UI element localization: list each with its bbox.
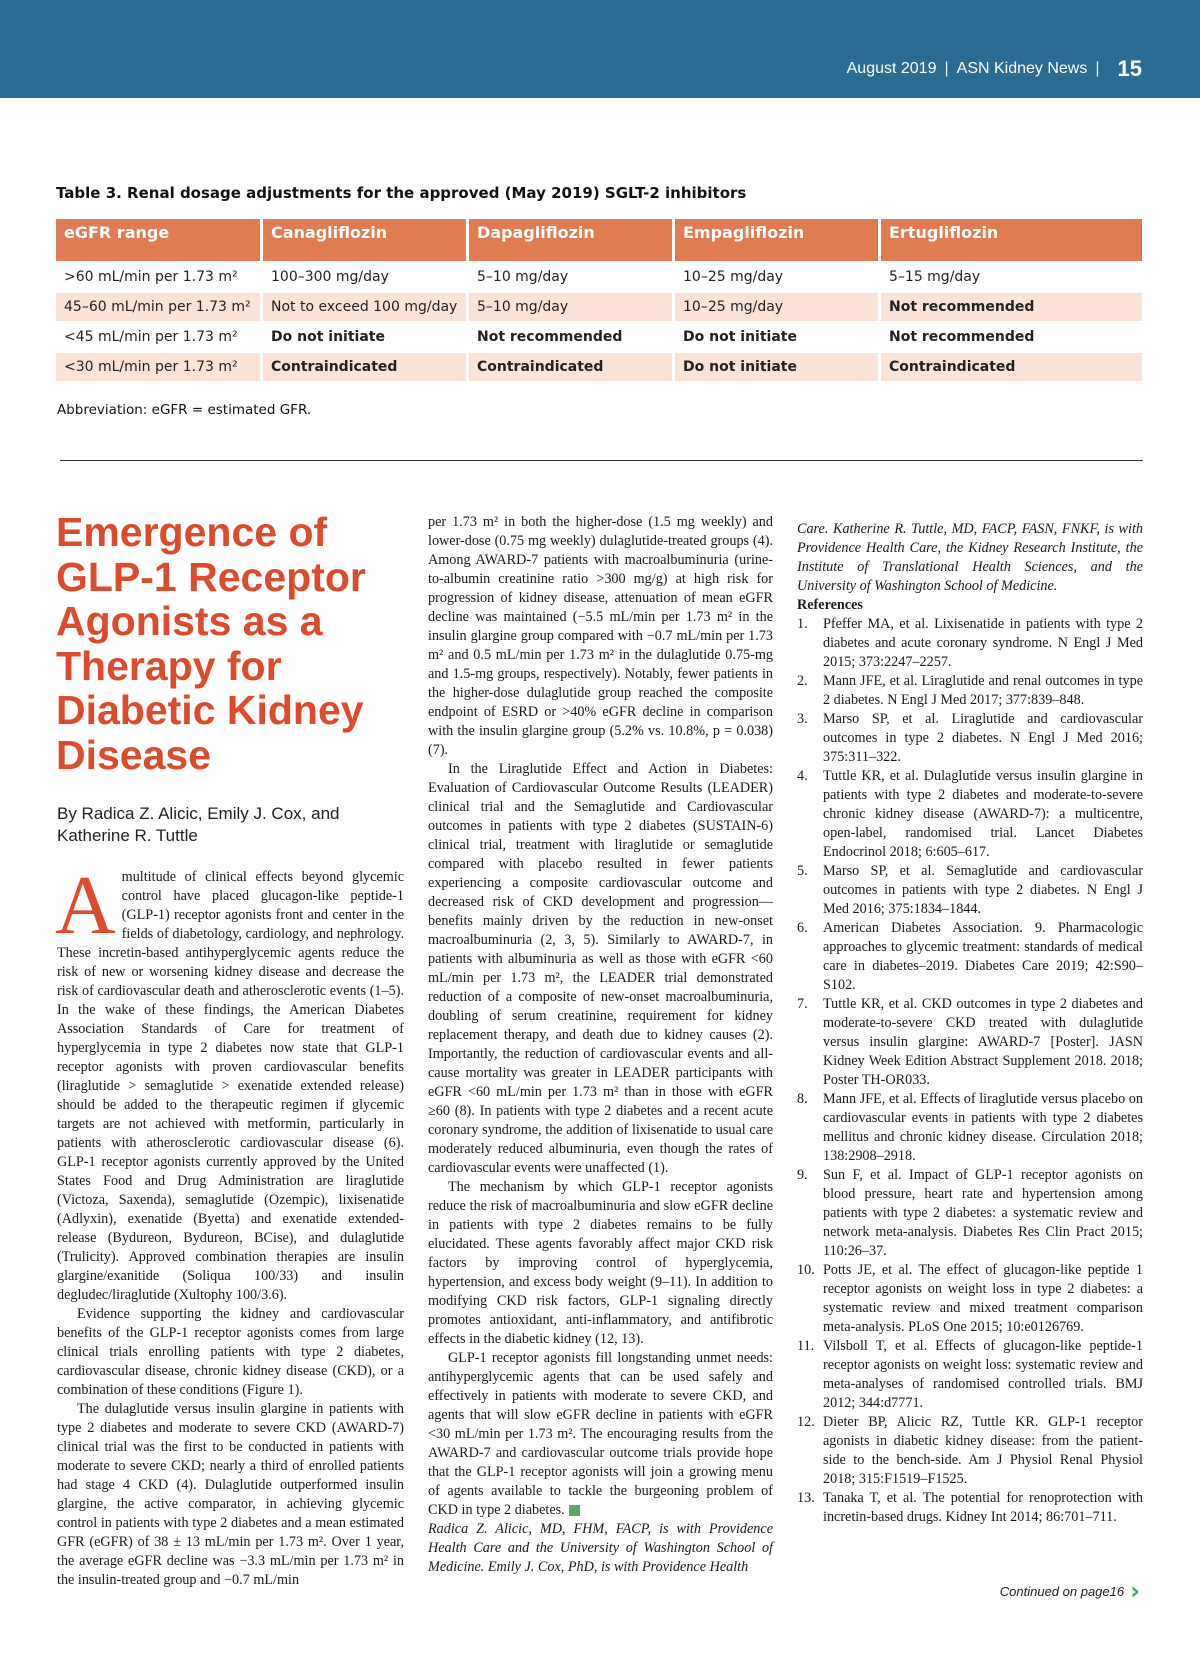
table-cell: 5–10 mg/day: [469, 261, 675, 291]
reference-item: [797, 919, 1143, 995]
reference-number: 11.: [797, 1338, 815, 1354]
reference-item: [797, 862, 1143, 919]
article-column-3: [797, 520, 1143, 1527]
reference-number: 2.: [797, 673, 808, 689]
table-cell: 10–25 mg/day: [675, 291, 881, 321]
reference-item: [797, 995, 1143, 1090]
reference-text: Marso SP, et al. Liraglutide and cardiovascular outcomes in type 2 diabetes. N Engl J Med 2016; 375:311–322.: [823, 711, 1143, 765]
reference-item: [797, 1413, 1143, 1489]
table-cell: Not recommended: [881, 291, 1142, 321]
reference-item: [797, 1337, 1143, 1413]
column-header: Empagliflozin: [675, 219, 881, 261]
table-cell: 5–10 mg/day: [469, 291, 675, 321]
reference-text: Mann JFE, et al. Effects of liraglutide versus placebo on cardiovascular events in patients with type 2 diabetes mellitus and chronic kidney disease. Circulation 2018; 138:2908–2918.: [823, 1091, 1143, 1164]
header-separator: |: [944, 60, 949, 77]
table-cell: >60 mL/min per 1.73 m²: [56, 261, 263, 291]
table-cell: Contraindicated: [469, 351, 675, 381]
reference-text: Pfeffer MA, et al. Lixisenatide in patients with type 2 diabetes and acute coronary syndrome. N Engl J Med 2015; 373:2247–2257.: [823, 616, 1143, 670]
body-paragraph: The dulaglutide versus insulin glargine in patients with type 2 diabetes and moderate to severe CKD (AWARD-7) clinical trial was the first to be conducted in patients with moderate to severe CKD; nearly a third of enrolled patients had stage 4 CKD (4). Dulaglutide outperformed insulin glargine, the active comparator, in achieving glycemic control in patients with type 2 diabetes and a mean estimated GFR (eGFR) of 38 ± 13 mL/min per 1.73 m². Over 1 year, the average eGFR decline was −3.3 mL/min per 1.73 m² in the insulin-treated group and −0.7 mL/min: [57, 1401, 404, 1588]
column-header: Ertugliflozin: [881, 219, 1142, 261]
page-header-bar: [0, 0, 1200, 98]
reference-number: 9.: [797, 1167, 808, 1183]
article-column-1: [55, 859, 404, 1590]
table-cell: 45–60 mL/min per 1.73 m²: [56, 291, 263, 321]
reference-number: 12.: [797, 1414, 815, 1430]
author-affiliation-continued: Care. Katherine R. Tuttle, MD, FACP, FASN, FNKF, is with Providence Health Care, the Kidney Research Institute, the Institute of Translational Health Sciences, and the University of Washington School of Medicine.: [797, 521, 1143, 594]
reference-item: [797, 672, 1143, 710]
reference-list: [797, 615, 1143, 1527]
reference-text: Tanaka T, et al. The potential for renoprotection with incretin-based drugs. Kidney Int 2014; 86:701–711.: [823, 1490, 1143, 1525]
reference-text: Marso SP, et al. Semaglutide and cardiovascular outcomes in patients with type 2 diabetes. N Engl J Med 2016; 375:1834–1844.: [823, 863, 1143, 917]
publication-name: ASN Kidney News: [956, 60, 1088, 77]
continued-link[interactable]: [1000, 1577, 1140, 1605]
reference-number: 13.: [797, 1490, 815, 1506]
reference-number: 3.: [797, 711, 808, 727]
body-paragraph: The mechanism by which GLP-1 receptor agonists reduce the risk of macroalbuminuria and slow eGFR decline in patients with type 2 diabetes remains to be fully elucidated. These agents favorably affect major CKD risk factors by improving control of hyperglycemia, hypertension, and excess body weight (9–11). In addition to modifying CKD risk factors, GLP-1 signaling directly promotes antioxidant, anti-inflammatory, and antifibrotic effects in the diabetic kidney (12, 13).: [428, 1179, 773, 1347]
table-header-row: [56, 219, 1142, 261]
reference-text: Sun F, et al. Impact of GLP-1 receptor agonists on blood pressure, heart rate and hypertension among patients with type 2 diabetes: a systematic review and network meta-analysis. Diabetes Res Clin Pract 2015; 110:26–37.: [823, 1167, 1143, 1259]
column-header: Dapagliflozin: [469, 219, 675, 261]
body-paragraph: per 1.73 m² in both the higher-dose (1.5 mg weekly) and lower-dose (0.75 mg weekly) dulaglutide-treated groups (4). Among AWARD-7 patients with macroalbuminuria (urine-to-albumin creatinine ratio >300 mg/g) at high risk for progression of kidney disease, attenuation of mean eGFR decline was maintained (−5.5 mL/min per 1.73 m² in the insulin glargine group compared with −0.7 mL/min per 1.73 m² and 0.5 mL/min per 1.73 m² in the dulaglutide 0.75-mg and 1.5-mg groups, respectively). Notably, fewer patients in the higher-dose dulaglutide group reached the composite endpoint of ESRD or >40% eGFR decline in comparison with the insulin glargine group (5.2% vs. 10.8%, p = 0.038) (7).: [428, 514, 773, 758]
author-affiliation: Radica Z. Alicic, MD, FHM, FACP, is with Providence Health Care and the University of Washington School of Medicine. Emily J. Cox, PhD, is with Providence Health: [428, 1521, 773, 1575]
reference-item: [797, 767, 1143, 862]
reference-number: 1.: [797, 616, 808, 632]
reference-item: [797, 1166, 1143, 1261]
table-cell: Not recommended: [881, 321, 1142, 351]
body-paragraph: In the Liraglutide Effect and Action in Diabetes: Evaluation of Cardiovascular Outcome Results (LEADER) clinical trial and the Semaglutide and Cardiovascular outcomes in patients with type 2 diabetes (SUSTAIN-6) clinical trial, treatment with liraglutide or semaglutide compared with placebo resulted in fewer patients experiencing a composite cardiovascular outcome and decreased risk of CKD development and progression—benefits mainly driven by the reduction in new-onset macroalbuminuria (2, 3, 5). Similarly to AWARD-7, in patients with albuminuria as well as those with eGFR <60 mL/min per 1.73 m², the LEADER trial demonstrated reduction of a composite of new-onset macroalbuminuria, doubling of serum creatinine, requirement for kidney replacement therapy, and death due to kidney causes (2). Importantly, the reduction of cardiovascular events and all-cause mortality was greater in LEADER participants with eGFR <60 mL/min per 1.73 m² than in those with eGFR ≥60 (8). In patients with type 2 diabetes and a recent acute coronary syndrome, the addition of lixisenatide to usual care moderately reduced albuminuria, even though the rates of cardiovascular events were unaffected (1).: [428, 761, 773, 1176]
reference-text: Mann JFE, et al. Liraglutide and renal outcomes in type 2 diabetes. N Engl J Med 2017; 377:839–848.: [823, 673, 1143, 708]
table-row: [56, 261, 1142, 291]
reference-item: [797, 1090, 1143, 1166]
chevron-right-icon: ›: [1130, 1577, 1140, 1605]
table-title: Table 3. Renal dosage adjustments for the approved (May 2019) SGLT-2 inhibitors: [56, 184, 747, 202]
reference-number: 10.: [797, 1262, 815, 1278]
table-cell: 100–300 mg/day: [263, 261, 469, 291]
table-cell: 10–25 mg/day: [675, 261, 881, 291]
page-number: 15: [1117, 56, 1142, 81]
table-cell: Do not initiate: [263, 321, 469, 351]
table-cell: Not recommended: [469, 321, 675, 351]
paragraph-text: GLP-1 receptor agonists fill longstanding unmet needs: antihyperglycemic agents that can be used safely and effectively in patients with moderate to severe CKD, and agents that will slow eGFR decline in patients with eGFR <30 mL/min per 1.73 m². The encouraging results from the AWARD-7 and cardiovascular outcome trials provide hope that the GLP-1 receptor agonists will join a growing menu of agents available to tackle the burgeoning problem of CKD in type 2 diabetes.: [428, 1350, 773, 1518]
references-heading: References: [797, 597, 863, 613]
article-column-2: [428, 513, 773, 1577]
article-title: Emergence of GLP-1 Receptor Agonists as a Therapy for Diabetic Kidney Disease: [56, 509, 366, 778]
table-cell: Contraindicated: [881, 351, 1142, 381]
issue-date: August 2019: [846, 60, 937, 77]
body-paragraph: Evidence supporting the kidney and cardiovascular benefits of the GLP-1 receptor agonists comes from large clinical trials enrolling patients with type 2 diabetes, cardiovascular disease, chronic kidney disease (CKD), or a combination of these conditions (Figure 1).: [57, 1306, 404, 1398]
reference-number: 5.: [797, 863, 808, 879]
table-cell: Do not initiate: [675, 321, 881, 351]
reference-text: American Diabetes Association. 9. Pharmacologic approaches to glycemic treatment: standards of medical care in diabetes–2019. Diabetes Care 2019; 42:S90–S102.: [823, 920, 1143, 993]
reference-item: [797, 615, 1143, 672]
drop-cap: A: [55, 859, 116, 952]
table-cell: Contraindicated: [263, 351, 469, 381]
running-header: [847, 56, 1142, 82]
section-divider: [60, 460, 1143, 461]
table-cell: Not to exceed 100 mg/day: [263, 291, 469, 321]
reference-item: [797, 1261, 1143, 1337]
header-separator: |: [1095, 60, 1100, 77]
table-row: [56, 351, 1142, 381]
table-cell: Do not initiate: [675, 351, 881, 381]
reference-text: Vilsboll T, et al. Effects of glucagon-like peptide-1 receptor agonists on weight loss: systematic review and meta-analyses of randomised controlled trials. BMJ 2012; 344:d7771.: [823, 1338, 1143, 1411]
reference-item: [797, 1489, 1143, 1527]
body-paragraph: [55, 859, 404, 1305]
table-cell: <45 mL/min per 1.73 m²: [56, 321, 263, 351]
reference-number: 8.: [797, 1091, 808, 1107]
paragraph-text: multitude of clinical effects beyond glycemic control have placed glucagon-like peptide-1 (GLP-1) receptor agonists front and center in the fields of diabetology, cardiology, and nephrology. These incretin-based antihyperglycemic agents reduce the risk of new or worsening kidney disease and decrease the risk of cardiovascular death and atherosclerotic events (1–5). In the wake of these findings, the American Diabetes Association Standards of Care for treatment of hyperglycemia in type 2 diabetes now state that GLP-1 receptor agonists with proven cardiovascular benefits (liraglutide > semaglutide > exenatide extended release) should be added to the therapeutic regimen if glycemic targets are not achieved with metformin, particularly in patients with atherosclerotic cardiovascular disease (6). GLP-1 receptor agonists currently approved by the United States Food and Drug Administration are liraglutide (Victoza, Saxenda), semaglutide (Ozempic), lixisenatide (Adlyxin), exenatide (Byetta) and exenatide extended-release (Bydureon, Bydureon, BCise), and dulaglutide (Trulicity). Approved combination therapies are insulin glargine/exanitide (Soliqua 100/33) and insulin degludec/liraglutide (Xultophy 100/3.6).: [57, 869, 404, 1303]
continued-label: Continued on page16: [999, 1583, 1125, 1599]
column-header: eGFR range: [56, 219, 263, 261]
end-of-article-mark: [569, 1505, 580, 1516]
dosage-table: [56, 219, 1142, 381]
reference-text: Potts JE, et al. The effect of glucagon-like peptide 1 receptor agonists on weight loss in type 2 diabetes: a systematic review and mixed treatment comparison meta-analysis. PLoS One 2015; 10:e0126769.: [823, 1262, 1143, 1335]
reference-text: Tuttle KR, et al. CKD outcomes in type 2 diabetes and moderate-to-severe CKD treated with dulaglutide versus insulin glargine: AWARD-7 [Poster]. JASN Kidney Week Edition Abstract Supplement 2018. 2018; Poster TH-OR033.: [823, 996, 1143, 1088]
column-header: Canagliflozin: [263, 219, 469, 261]
reference-number: 4.: [797, 768, 808, 784]
article-byline: By Radica Z. Alicic, Emily J. Cox, and Katherine R. Tuttle: [57, 804, 340, 845]
reference-item: [797, 710, 1143, 767]
body-paragraph: [428, 1349, 773, 1520]
reference-text: Dieter BP, Alicic RZ, Tuttle KR. GLP-1 receptor agonists in diabetic kidney disease: from the patient-side to the bench-side. Am J Physiol Renal Physiol 2018; 315:F1519–F1525.: [823, 1414, 1143, 1487]
reference-number: 7.: [797, 996, 808, 1012]
table-cell: 5–15 mg/day: [881, 261, 1142, 291]
table-row: [56, 321, 1142, 351]
table-footnote: Abbreviation: eGFR = estimated GFR.: [57, 402, 312, 418]
reference-number: 6.: [797, 920, 808, 936]
table-row: [56, 291, 1142, 321]
reference-text: Tuttle KR, et al. Dulaglutide versus insulin glargine in patients with type 2 diabetes and moderate-to-severe chronic kidney disease (AWARD-7): a multicentre, open-label, randomised trial. Lancet Diabetes Endocrinol 2018; 6:605–617.: [823, 768, 1143, 860]
table-cell: <30 mL/min per 1.73 m²: [56, 351, 263, 381]
